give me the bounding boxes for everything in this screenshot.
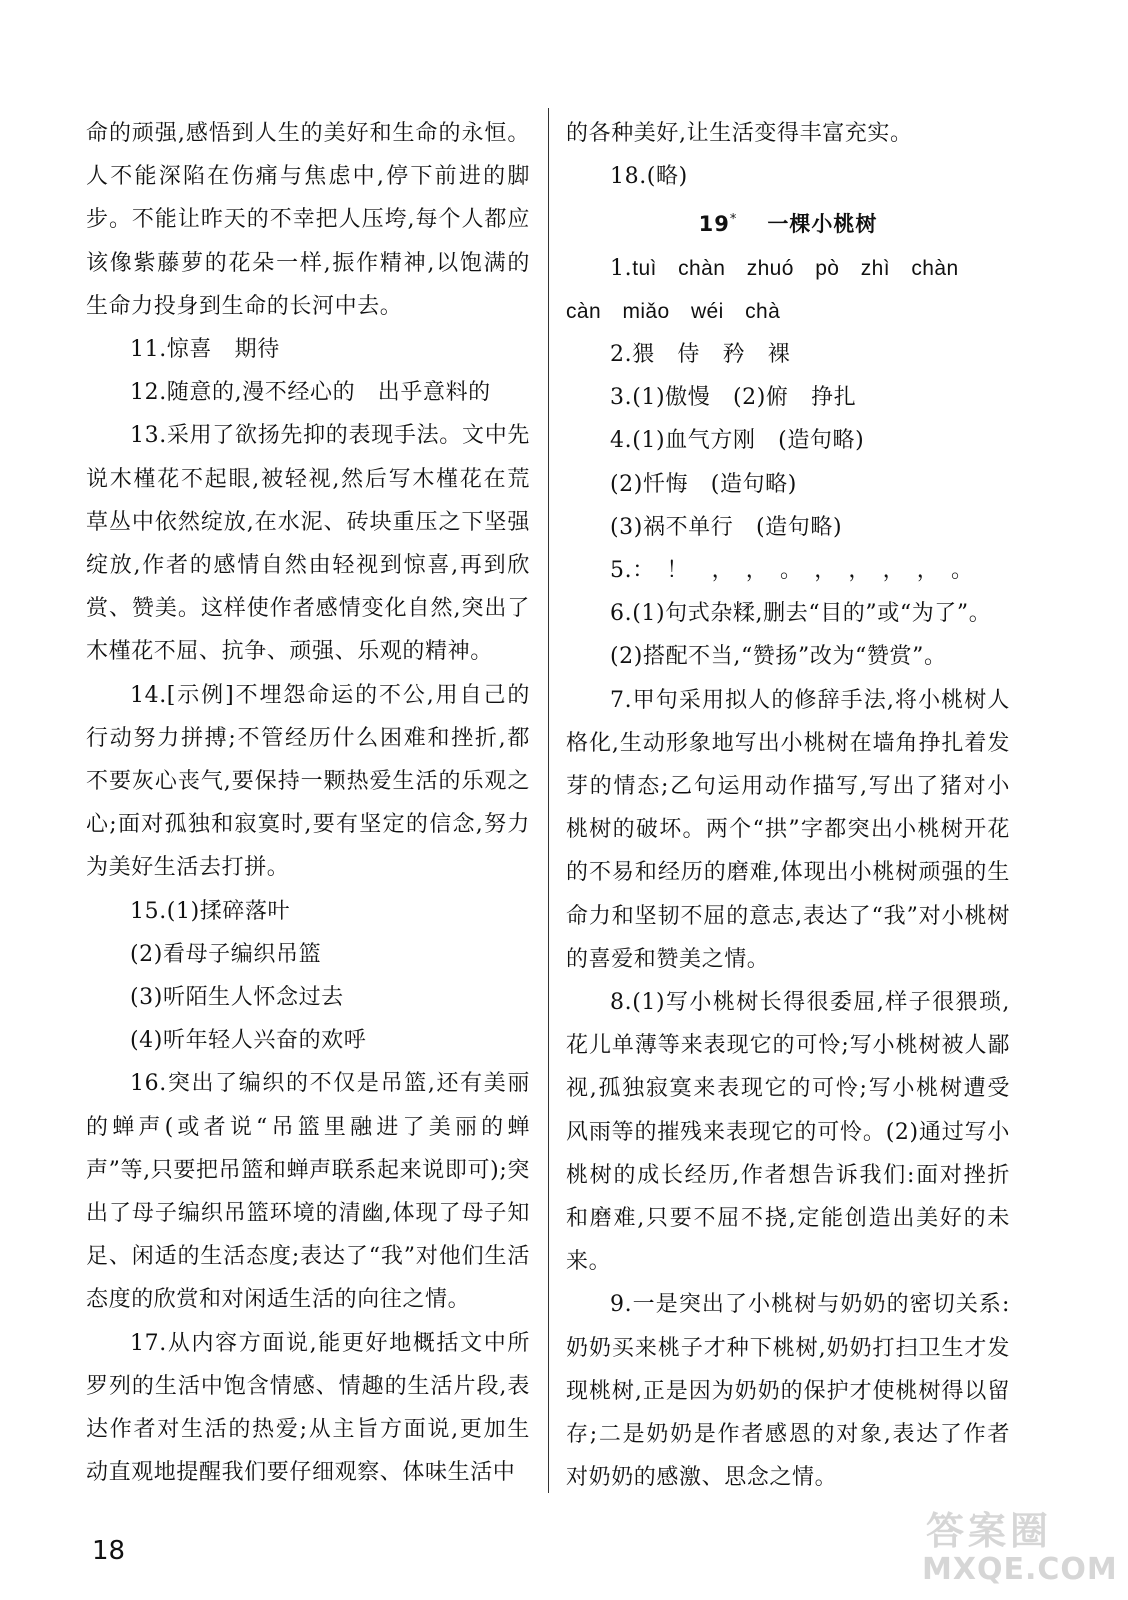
watermark-url: MXQE.COM xyxy=(922,1552,1118,1587)
section-heading xyxy=(566,198,1010,246)
pinyin-prefix: 1. xyxy=(610,255,633,281)
section-title: 一棵小桃树 xyxy=(767,212,878,237)
watermark-logo: 答案圈 xyxy=(926,1509,1053,1553)
answer-4-2: (2)忏悔 (造句略) xyxy=(610,471,797,497)
answer-5: 5.： ！ ， ， 。 ， ， ， ， 。 xyxy=(610,558,974,584)
answer-15-1: 15.(1)揉碎落叶 xyxy=(130,898,291,924)
page-number: 18 xyxy=(92,1536,126,1566)
section-mark: * xyxy=(729,212,738,228)
pinyin-line-1: tuì chàn zhuó pò zhì chàn xyxy=(632,256,959,280)
answer-16: 16.突出了编织的不仅是吊篮,还有美丽的蝉声(或者说“吊篮里融进了美丽的蝉声”等,只要把吊篮和蝉声联系起来说即可);突出了母子编织吊篮环境的清幽,体现了母子知足、闲适的生活态度;表达了“我”对他们生活态度的欣赏和对闲适生活的向往之情。 xyxy=(86,1071,530,1313)
section-number-text: 19 xyxy=(698,212,730,237)
answer-11: 11.惊喜 期待 xyxy=(130,337,280,363)
left-column xyxy=(86,112,530,1495)
answer-12: 12.随意的,漫不经心的 出乎意料的 xyxy=(130,380,491,406)
right-column xyxy=(566,112,1010,1500)
answer-13: 13.采用了欲扬先抑的表现手法。文中先说木槿花不起眼,被轻视,然后写木槿花在荒草丛中依然绽放,在水泥、砖块重压之下坚强绽放,作者的感情自然由轻视到惊喜,再到欣赏、赞美。这样使作者感情变化自然,突出了木槿花不屈、抗争、顽强、乐观的精神。 xyxy=(86,423,530,665)
answer-18: 18.(略) xyxy=(610,164,688,190)
answer-15-3: (3)听陌生人怀念过去 xyxy=(130,985,344,1011)
answer-1-pinyin xyxy=(566,247,1010,290)
answer-2: 2.猥 侍 矜 裸 xyxy=(610,342,791,368)
answer-14: 14.[示例]不埋怨命运的不公,用自己的行动努力拼搏;不管经历什么困难和挫折,都不要灰心丧气,要保持一颗热爱生活的乐观之心;面对孤独和寂寞时,要有坚定的信念,努力为美好生活去打拼。 xyxy=(86,682,530,881)
answer-15-4: (4)听年轻人兴奋的欢呼 xyxy=(130,1028,367,1054)
answer-8: 8.(1)写小桃树长得很委屈,样子很猥琐,花儿单薄等来表现它的可怜;写小桃树被人鄙视,孤独寂寞来表现它的可怜;写小桃树遭受风雨等的摧残来表现它的可怜。(2)通过写小桃树的成长经历,作者想告诉我们:面对挫折和磨难,只要不屈不挠,定能创造出美好的未来。 xyxy=(566,990,1010,1275)
answer-9: 9.一是突出了小桃树与奶奶的密切关系:奶奶买来桃子才种下桃树,奶奶打扫卫生才发现桃树,正是因为奶奶的保护才使桃树得以留存;二是奶奶是作者感恩的对象,表达了作者对奶奶的感激、思念之情。 xyxy=(566,1292,1010,1491)
answer-7: 7.甲句采用拟人的修辞手法,将小桃树人格化,生动形象地写出小桃树在墙角挣扎着发芽的情态;乙句运用动作描写,写出了猪对小桃树的破坏。两个“拱”字都突出小桃树开花的不易和经历的磨难,体现出小桃树顽强的生命力和坚韧不屈的意志,表达了“我”对小桃树的喜爱和赞美之情。 xyxy=(566,687,1010,972)
answer-4-1: 4.(1)血气方刚 (造句略) xyxy=(610,428,865,454)
answer-6-1: 6.(1)句式杂糅,删去“目的”或“为了”。 xyxy=(610,601,992,627)
column-divider xyxy=(548,108,549,1493)
answer-6-2: (2)搭配不当,“赞扬”改为“赞赏”。 xyxy=(610,644,947,670)
answer-17: 17.从内容方面说,能更好地概括文中所罗列的生活中饱含情感、情趣的生活片段,表达作者对生活的热爱;从主旨方面说,更加生动直观地提醒我们要仔细观察、体味生活中 xyxy=(86,1330,530,1486)
answer-1-pinyin-cont xyxy=(566,290,1010,333)
answer-15-2: (2)看母子编织吊篮 xyxy=(130,941,322,967)
answer-3: 3.(1)傲慢 (2)俯 挣扎 xyxy=(610,385,857,411)
watermark xyxy=(912,1498,1122,1596)
answer-4-3: (3)祸不单行 (造句略) xyxy=(610,514,843,540)
pinyin-line-2: càn miǎo wéi chà xyxy=(566,299,781,323)
section-number xyxy=(699,212,738,236)
answer-paragraph: 命的顽强,感悟到人生的美好和生命的永恒。人不能深陷在伤痛与焦虑中,停下前进的脚步。不能让昨天的不幸把人压垮,每个人都应该像紫藤萝的花朵一样,振作精神,以饱满的生命力投身到生命的长河中去。 xyxy=(86,121,530,319)
answer-17-continued: 的各种美好,让生活变得丰富充实。 xyxy=(566,121,913,146)
